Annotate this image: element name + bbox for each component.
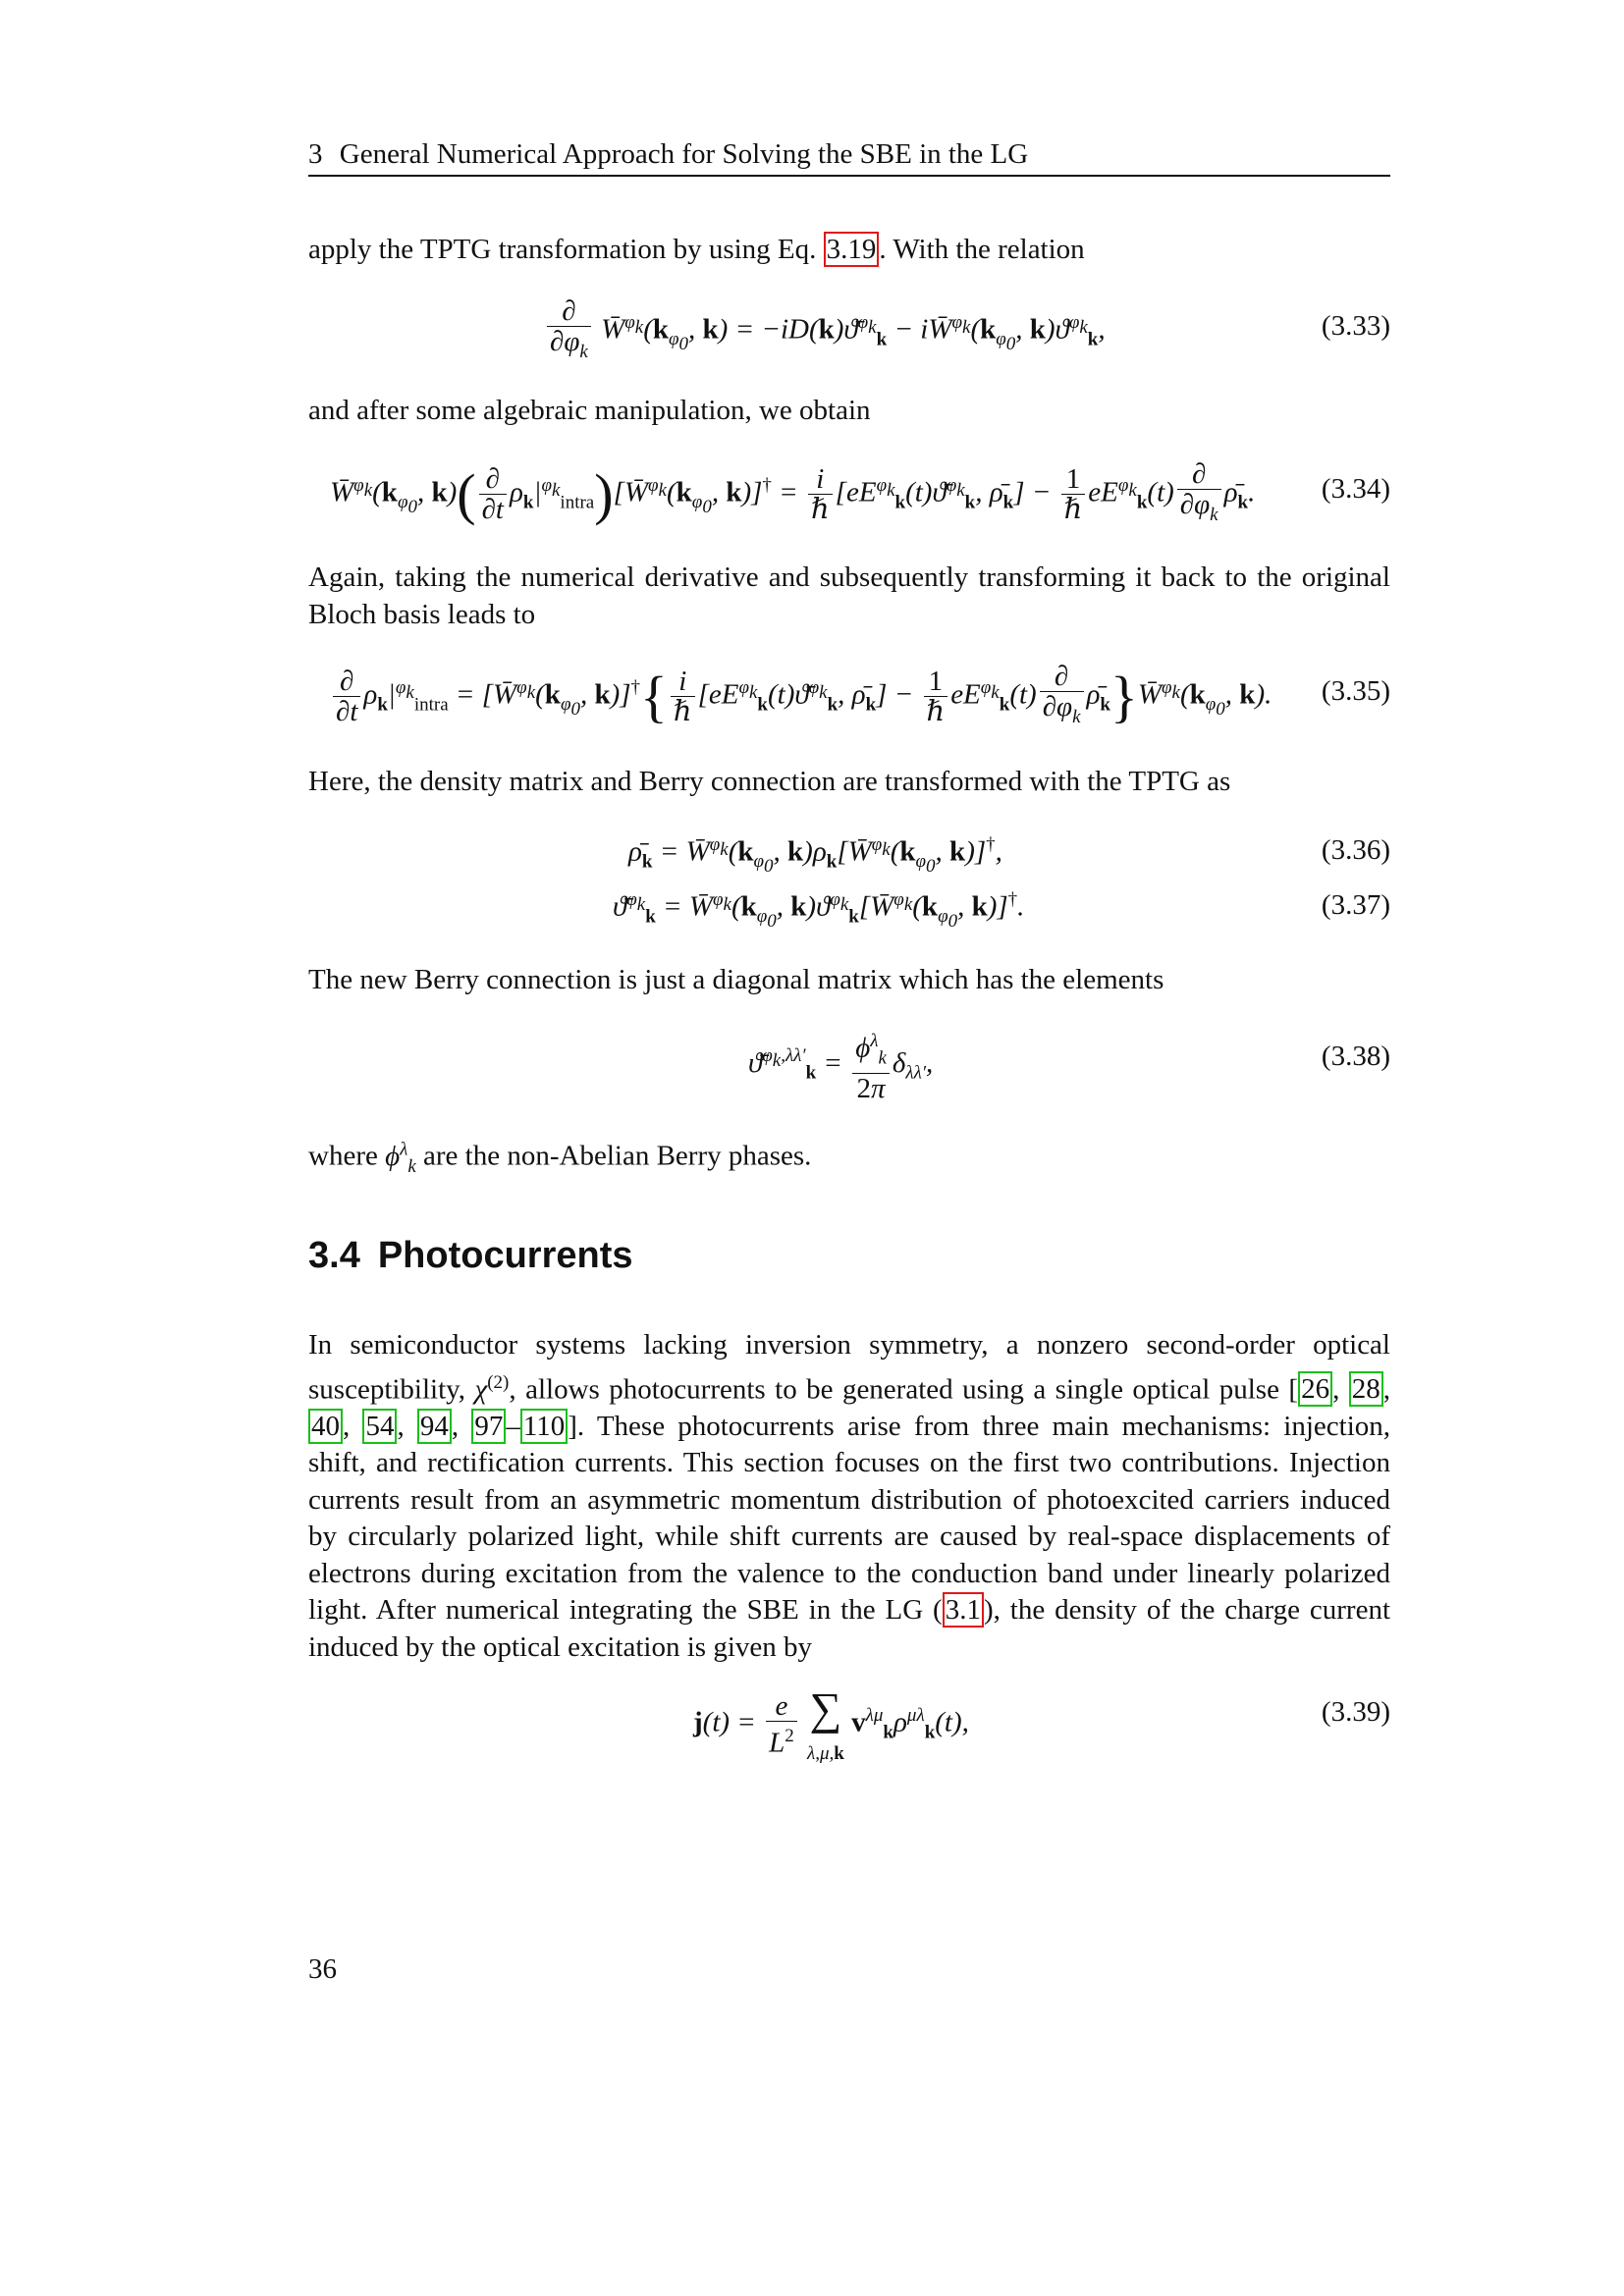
intro-paragraph: apply the TPTG transformation by using Eq. 3.19 . With the relation	[308, 234, 1085, 265]
section-title: Photocurrents	[377, 1235, 633, 1276]
citation-link[interactable]: 97	[471, 1409, 506, 1444]
equation-3-36	[308, 834, 1390, 893]
paragraph: Here, the density matrix and Berry connection are transformed with the TPTG as	[308, 766, 1231, 797]
equation-3-34	[308, 458, 1390, 526]
equation-body: j(t) = $\frac{e}{L^2}$ ∑ λ,μ,k $v^{\lambda\mu}_k\rho^{\mu\lambda}_k(t)$,	[693, 1683, 969, 1764]
paragraph: The new Berry connection is just a diagonal matrix which has the elements	[308, 964, 1164, 995]
equation-link[interactable]: 3.1	[943, 1592, 984, 1628]
equation-body: $W̄^{\varphi_k}(k_{\varphi_0}$, k)( $\frac{\partial}{\partial t}$ $\rho_k|^{\varphi_k}_{intra})[W̄^{\varphi_k}(k_{\varphi_0}$, k)]† = $\frac{i}{\text{ℏ}}$ [$eE^{\varphi_k}_k(t)ϑ̄^{\varphi_k}_k$, $\rhō_k$] − $\frac{1}{\text{ℏ}}$ $eE^{\varphi_k}_k(t)$ $\frac{\partial}{\partial\varphi_k}$ $\rhō_k$.	[330, 458, 1256, 526]
citation-link[interactable]: 94	[417, 1409, 452, 1444]
page-number: 36	[308, 1953, 337, 1985]
citation-link[interactable]: 40	[308, 1409, 343, 1444]
equation-number: (3.34)	[1321, 473, 1390, 505]
equation-number: (3.36)	[1321, 834, 1390, 866]
section-number: 3.4	[308, 1235, 360, 1276]
equation-number: (3.39)	[1321, 1696, 1390, 1728]
equation-3-38	[308, 1027, 1390, 1105]
equation-number: (3.33)	[1321, 310, 1390, 342]
equation-3-37	[308, 889, 1390, 948]
equation-number: (3.38)	[1321, 1041, 1390, 1072]
equation-3-35	[308, 661, 1390, 728]
equation-body: $\rhō_k$ = $W̄^{\varphi_k}(k_{\varphi_0}$, $k)\rho_k[W̄^{\varphi_k}(k_{\varphi_0}$, k)]†,	[628, 834, 1002, 878]
equation-body: ϑ̄$^{\varphi_k}_k$ = $W̄^{\varphi_k}(k_{\varphi_0}$, $k)ϑ^{\varphi_k}_k[W̄^{\varphi_k}(k_{\varphi_0}$, k)]†.	[613, 889, 1025, 933]
equation-body: ϑ̄$^{\varphi_k,\lambda\lambda'}_k$ = $\frac{\phi^\lambda_k}{2\pi}$ $\delta_{\lambda\lambda'}$,	[748, 1027, 933, 1103]
citation-link[interactable]: 110	[520, 1409, 568, 1444]
citation-link[interactable]: 54	[362, 1409, 397, 1444]
citation-link[interactable]: 28	[1349, 1371, 1383, 1407]
photocurrents-paragraph: In semiconductor systems lacking inversion symmetry, a nonzero second-order optical susceptibility, $\chi^{(2)}$, allows photocurrents to be generated using a single optical pulse [ 26 , 28 , 40 , 54 , 94 , 97 – 110 ]. These photocurrents arise from three main mechanisms: injection, shift, and rectification currents. This section focuses on the first two contributions. Injection currents result from an asymmetric momentum distribution of photoexcited carriers induced by circularly polarized light, while shift currents are caused by real-space displacements of electrons during excitation from the valence to the conduction band under linearly polarized light. After numerical integrating the SBE in the LG ( 3.1 ), the density of the charge current induced by the optical excitation is given by	[308, 1329, 1391, 1663]
equation-number: (3.37)	[1321, 889, 1390, 921]
running-header	[308, 133, 1390, 177]
equation-3-33	[308, 295, 1390, 362]
chapter-number: 3	[308, 138, 323, 170]
equation-link[interactable]: 3.19	[824, 232, 880, 267]
equation-3-39	[308, 1682, 1390, 1771]
equation-body: $\frac{\partial}{\partial t}$ $\rho_k|^{\varphi_k}_{intra}$ = [$W̄^{\varphi_k}(k_{\varphi_0}$, k)]†{ $\frac{i}{\text{ℏ}}$ [$eE^{\varphi_k}_k(t)ϑ̄^{\varphi_k}_k$, $\rhō_k$] − $\frac{1}{\text{ℏ}}$ $eE^{\varphi_k}_k(t)$ $\frac{\partial}{\partial\varphi_k}$ $\rhō_k\}W̄^{\varphi_k}(k_{\varphi_0}$, k).	[330, 662, 1272, 732]
paragraph: and after some algebraic manipulation, we obtain	[308, 395, 871, 426]
chapter-title: General Numerical Approach for Solving the SBE in the LG	[339, 138, 1029, 170]
paragraph-where: where $\phi^\lambda_k$ are the non-Abelian Berry phases.	[308, 1139, 812, 1177]
equation-number: (3.35)	[1321, 675, 1390, 707]
citation-link[interactable]: 26	[1298, 1371, 1332, 1407]
paragraph: Again, taking the numerical derivative and subsequently transforming it back to the original Bloch basis leads to	[308, 561, 1390, 630]
section-heading	[308, 1235, 633, 1277]
equation-body: $\frac{\partial}{\partial\varphi_k}$ $W̄^{\varphi_k}(k_{\varphi_0}$, k) = −iD(k)ϑ̄$^{\varphi_k}_k$ − $iW̄^{\varphi_k}(k_{\varphi_0}$, $k)ϑ^{\varphi_k}_k$,	[544, 296, 1106, 367]
